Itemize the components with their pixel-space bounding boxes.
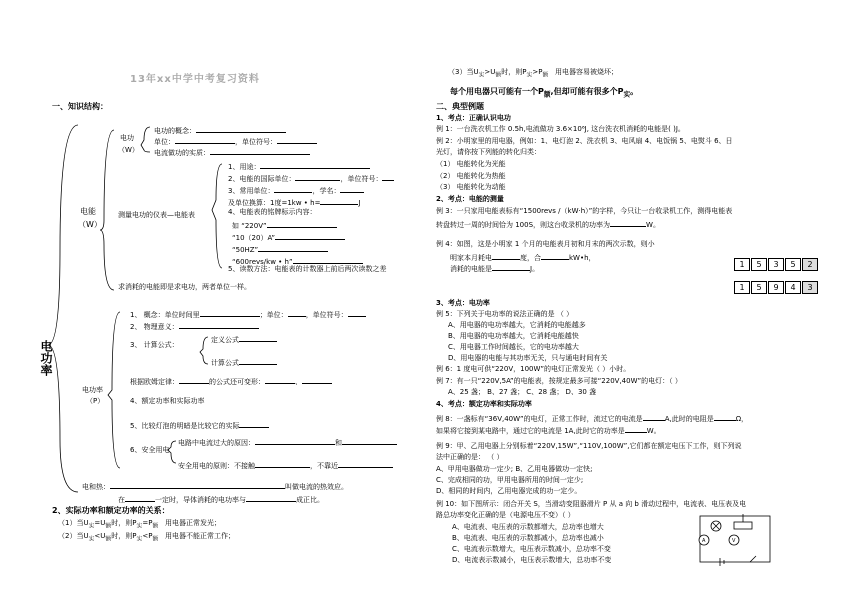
bulb-brightness: 5、比较灯泡的明暗是比较它的实际 (130, 419, 269, 431)
example-5-option: B、用电器的电功率越大，它消耗电能越快 (448, 332, 579, 340)
ammeter-label: A (702, 538, 706, 544)
blank[interactable] (255, 436, 335, 445)
rated-actual-power: 4、额定功率和实际功率 (130, 397, 205, 405)
meter-conversion: 及单位换算：1度=1kw • h= J (228, 196, 361, 208)
blank[interactable] (110, 480, 285, 489)
blank[interactable] (541, 251, 569, 260)
blank[interactable] (125, 493, 155, 502)
work-concept: 电功的概念： (154, 124, 286, 136)
example-2-item: （3） 电能转化为动能 (436, 183, 506, 191)
example-10-option: B、电流表、电压表的示数都减小，总功率也减小 (452, 534, 604, 542)
blank[interactable] (179, 320, 259, 329)
example-8: 例 8：一盏标有“36V,40W”的电灯，正常工作时，流过它的电流是 A,此时的电阻是 Ω， (436, 412, 748, 424)
blank[interactable] (288, 308, 306, 317)
example-8b: 如果将它接到某电路中，通过它的电流是 1A,此时它的功率是 W。 (436, 424, 661, 436)
example-10: 例 10：如下图所示：闭合开关 S，当滑动变阻器滑片 P 从 a 向 b 滑动过程中，电流表、电压表及电 (436, 500, 747, 508)
section-examples: 二、典型例题 (436, 102, 484, 111)
blank[interactable] (277, 135, 317, 144)
work-unit: 单位： ，单位符号： (154, 135, 317, 147)
doc-title: 13年xx中学中考复习资料 (130, 74, 260, 85)
blank[interactable] (302, 375, 332, 384)
blank[interactable] (200, 308, 260, 317)
topic-2: 2、考点：电能的测量 (436, 195, 504, 203)
meter-50hz: “50HZ” (232, 243, 328, 255)
example-2-item: （1） 电能转化为光能 (436, 160, 506, 168)
section-knowledge-structure: 一、知识结构： (52, 102, 108, 111)
meter-600revs: “600revs/kw • h” (232, 255, 363, 267)
blank[interactable] (179, 375, 209, 384)
blank[interactable] (610, 218, 646, 227)
example-1: 例 1：一台洗衣机工作 0.5h,电流做功 3.6×10⁶J, 这台洗衣机消耗的电能是( )J。 (436, 125, 685, 133)
blank[interactable] (260, 160, 370, 169)
meter-label: 测量电功的仪表—电能表 (118, 211, 195, 219)
voltmeter-label: V (732, 538, 736, 544)
power-label: 电功率 (82, 386, 103, 394)
relation-2: （2）当$U_实<U_额$时，则$P_实<P_额$ 用电器不能正常工作； (58, 532, 235, 543)
digit: 2 (802, 258, 818, 271)
blank[interactable] (175, 135, 235, 144)
topic-1: 1、考点：正确认识电功 (436, 114, 511, 122)
blank[interactable] (320, 196, 358, 205)
example-10-option: A、电流表、电压表的示数都增大，总功率也增大 (452, 523, 604, 531)
example-5-option: A、用电器的电功率越大，它消耗的电能越多 (448, 321, 586, 329)
example-10-option: D、电流表示数减小，电压表示数增大，总功率不变 (452, 556, 612, 564)
formula-definition: 定义公式 (211, 333, 277, 345)
example-9: 例 9：甲、乙用电器上分别标着“220V,15W”,“110V,100W”,它们都在额定电压下工作，则下列说 (436, 442, 742, 450)
digit: 4 (785, 281, 801, 294)
example-9b: 法中正确的是： （ ） (436, 453, 504, 461)
example-5-option: D、用电器的电能与其功率无关，只与通电时间有关 (448, 354, 608, 362)
example-2: 例 2：小明家里的用电器，例如：1、电灯泡 2、洗衣机 3、电风扇 4、电饭锅 5、电熨斗 6、日 (436, 137, 733, 145)
energy-symbol: （W） (78, 220, 102, 229)
blank[interactable] (382, 172, 394, 181)
meter-220v: 如 “220V” (232, 219, 337, 231)
formula-calculation: 计算公式 (211, 356, 277, 368)
meter-10-20a: “10（20）A” (232, 231, 345, 243)
blank[interactable] (196, 124, 286, 133)
ohm-law: 根据欧姆定律： 的公式还可变形： 、 (130, 375, 332, 387)
blank[interactable] (265, 375, 295, 384)
joule-law: 在 一定时，导体消耗的电功率与 成正比。 (118, 493, 324, 505)
example-7-options: A、25 盏； B、27 盏； C、28 盏； D、30 盏 (448, 388, 597, 396)
blank[interactable] (342, 436, 397, 445)
example-9-option: D、相同的时间内，乙用电器完成的功一定少。 (436, 487, 582, 495)
example-2-item: （2） 电能转化为热能 (436, 172, 506, 180)
example-9-option: A、甲用电器做功一定少; B、乙用电器做功一定快; (436, 465, 593, 473)
topic-4: 4、考点：额定功率和实际功率 (436, 400, 532, 408)
overcurrent-cause: 电路中电流过大的原因： 和 (178, 436, 397, 448)
blank[interactable] (625, 424, 647, 433)
blank[interactable] (714, 412, 736, 421)
topic-3: 3、考点：电功率 (436, 299, 490, 307)
meter-si-unit: 2、电能的国际单位： ，单位符号： (228, 172, 394, 184)
relation-heading: 2、实际功率和额定功率的关系： (52, 506, 170, 515)
blank[interactable] (210, 146, 310, 155)
meter-use: 1、用途： (228, 160, 370, 172)
relation-3: （3）当$U_实>U_额$时，则$P_实>P_额$ 用电器容易被烧坏； (448, 68, 618, 79)
relation-1: （1）当$U_实=U_额$时，则$P_实=P_额$ 用电器正常发光； (58, 519, 221, 530)
example-10-option: C、电流表示数增大，电压表示数减小，总功率不变 (452, 545, 611, 553)
example-10b: 路总功率变化正确的是（电源电压不变）（ ） (436, 511, 575, 519)
blank[interactable] (267, 219, 337, 228)
digit: 3 (768, 258, 784, 271)
energy-label: 电能 (80, 207, 96, 216)
blank[interactable] (338, 459, 393, 468)
heat-effect: 电和热： 叫做电流的热效应。 (82, 480, 348, 492)
meter-reading: 5、读数方法：电能表的计数器上前后两次读数之差 (228, 265, 387, 273)
circuit-diagram (690, 510, 780, 570)
blank[interactable] (492, 251, 520, 260)
blank[interactable] (275, 231, 345, 240)
blank[interactable] (274, 184, 312, 193)
digit: 5 (751, 258, 767, 271)
energy-note: 求消耗的电能即是求电功，两者单位一样。 (118, 283, 251, 291)
electric-safety: 6、安全用电 (130, 446, 170, 454)
meter-common-unit: 3、常用单位： ，学名： (228, 184, 364, 196)
meter-nameplate: 4、电能表的铭牌标示内容： (228, 208, 317, 216)
power-concept: 1、 概念：单位时间里 ；单位： ，单位符号： (130, 308, 366, 320)
blank[interactable] (239, 333, 277, 342)
example-3b: 转盘转过一周的时间恰为 100S，则这台收录机的功率为 W。 (436, 218, 660, 230)
example-5: 例 5：下列关于电功率的说法正确的是 （ ） (436, 310, 574, 318)
example-3: 例 3：一只家用电能表标有“1500revs /（kW·h）”的字样，今只让一台收录机工作，测得电能表 (436, 207, 733, 215)
example-4c: 消耗的电能是 J。 (450, 262, 539, 274)
digit: 1 (734, 258, 750, 271)
example-7: 例 7：有一只“220V,5A”的电能表，按规定最多可接“220V,40W”的电灯：（ ） (436, 377, 682, 385)
work-essence: 电流做功的实质： (154, 146, 310, 158)
example-9-option: C、完成相同的功，甲用电器所用的时间一定少; (436, 476, 584, 484)
example-6: 例 6：1 度电可供“220V，100W”的电灯正常发光（ ）小时。 (436, 365, 631, 373)
work-symbol: （W） (118, 146, 139, 154)
digit: 5 (751, 281, 767, 294)
meter-reading-end (734, 275, 819, 294)
example-2b: 光灯，请你按下列能的转化归类： (436, 148, 541, 156)
safety-principle: 安全用电的原则：不接触 ，不靠近 (178, 459, 393, 471)
digit: 3 (802, 281, 818, 294)
blank[interactable] (492, 262, 530, 271)
example-5-option: C、用电器工作时间越长，它的电功率越大 (448, 343, 579, 351)
blank[interactable] (340, 184, 364, 193)
power-rule: 每个用电器只可能有一个$P_额$,但却可能有很多个$P_实$。 (450, 87, 639, 99)
example-4: 例 4：如图，这是小明家 1 个月的电能表月初和月末的两次示数，则小 (436, 240, 655, 248)
digit: 5 (785, 258, 801, 271)
blank[interactable] (239, 419, 269, 428)
blank[interactable] (643, 412, 665, 421)
blank[interactable] (239, 356, 277, 365)
blank[interactable] (255, 459, 310, 468)
blank[interactable] (295, 172, 340, 181)
root-power-label: 电功率 (39, 340, 53, 376)
meter-reading-start (734, 252, 819, 271)
digit: 1 (734, 281, 750, 294)
blank[interactable] (246, 493, 296, 502)
blank[interactable] (293, 255, 363, 264)
power-formula: 3、 计算公式： (130, 341, 179, 349)
blank[interactable] (348, 308, 366, 317)
example-4b: 明家本月耗电 度，合 kW•h， (450, 251, 596, 263)
power-symbol: （P） (86, 397, 105, 405)
work-label: 电功 (120, 134, 134, 142)
power-meaning: 2、 物理意义： (130, 320, 259, 332)
digit: 9 (768, 281, 784, 294)
blank[interactable] (258, 243, 328, 252)
